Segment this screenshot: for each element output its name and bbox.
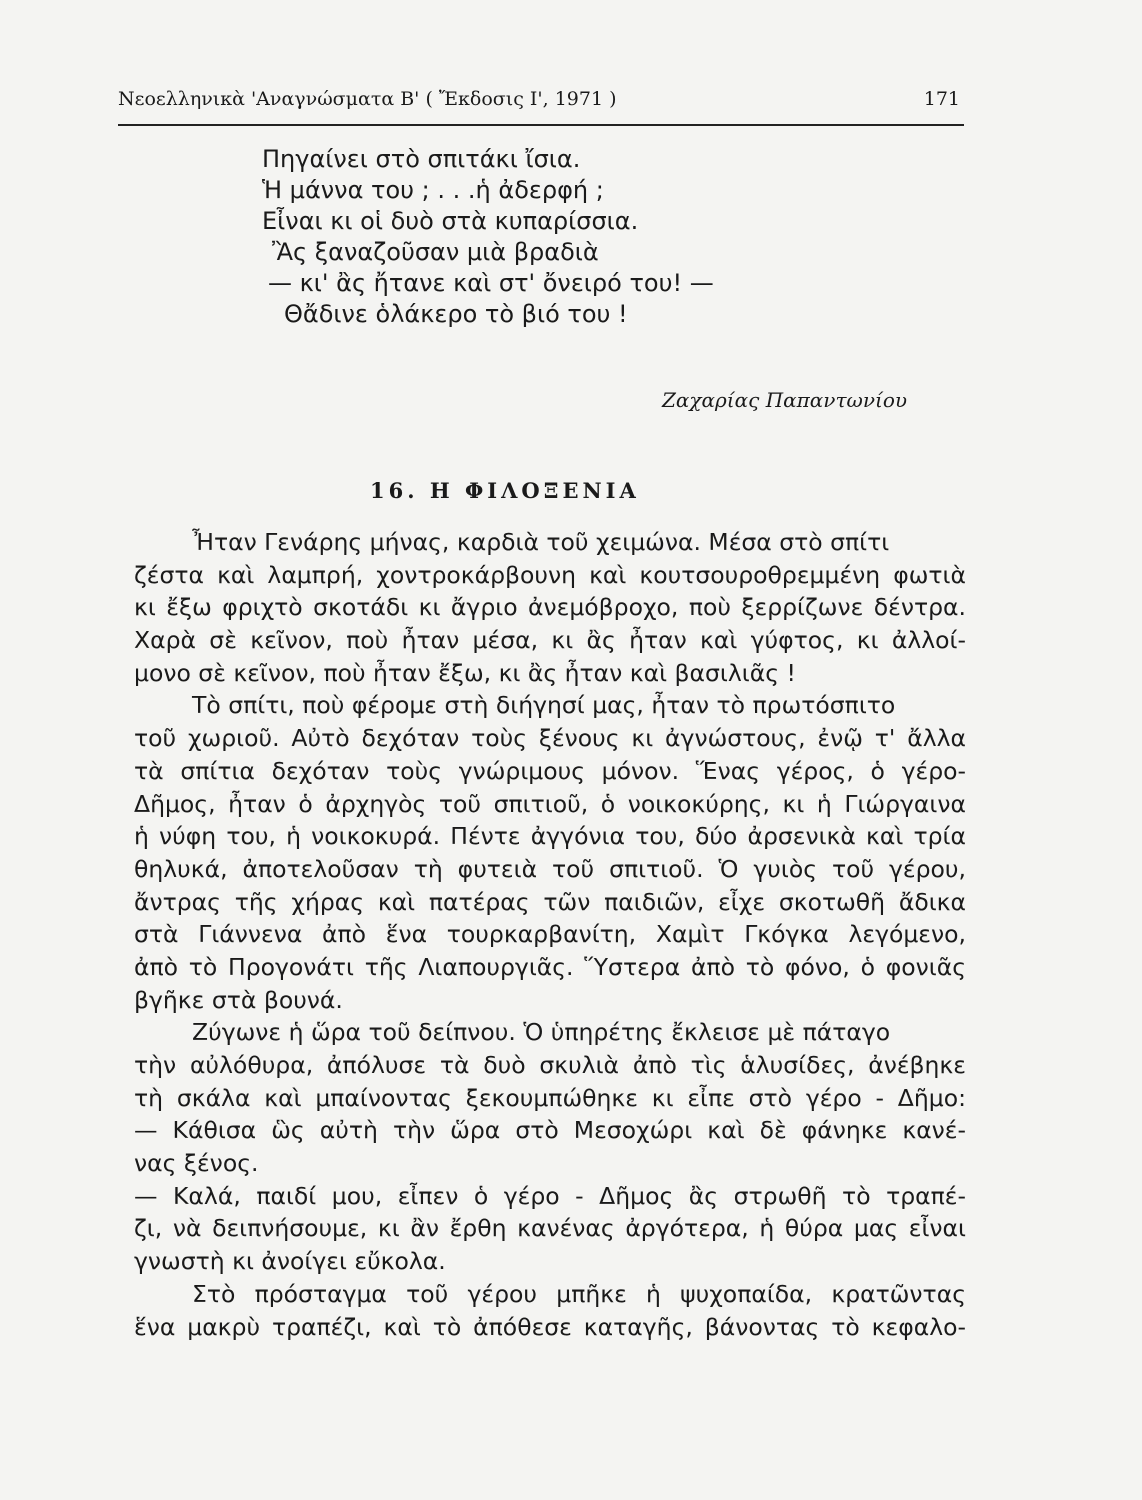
prose-line: — Καλά, παιδί μου, εἶπεν ὁ γέρο - Δῆμος ἂς στρωθῆ τὸ τραπέ- <box>134 1181 966 1210</box>
section-title: 16. Η ΦΙΛΟΞΕΝΙΑ <box>370 478 640 503</box>
prose-line: ἕνα μακρὺ τραπέζι, καὶ τὸ ἀπόθεσε καταγῆς, βάνοντας τὸ κεφαλο- <box>134 1312 966 1341</box>
poem-line: — κι' ἂς ἤτανε καὶ στ' ὄνειρό του! — <box>268 269 714 297</box>
prose-line: ἡ νύφη του, ἡ νοικοκυρά. Πέντε ἀγγόνια του, δύο ἀρσενικὰ καὶ τρία <box>134 822 966 851</box>
poem <box>262 144 742 330</box>
prose-line: ζέστα καὶ λαμπρή, χοντροκάρβουνη καὶ κουτσουροθρεμμένη φωτιὰ <box>134 560 966 589</box>
prose-line: — Κάθισα ὣς αὐτὴ τὴν ὥρα στὸ Μεσοχώρι καὶ δὲ φάνηκε κανέ- <box>134 1116 966 1145</box>
prose-line: στὰ Γιάννενα ἀπὸ ἕνα τουρκαρβανίτη, Χαμὶτ Γκόγκα λεγόμενο, <box>134 920 966 949</box>
prose-line: Τὸ σπίτι, ποὺ φέρομε στὴ διήγησί μας, ἦταν τὸ πρωτόσπιτο <box>192 691 896 720</box>
prose-line: νας ξένος. <box>134 1149 259 1178</box>
prose-line: γνωστὴ κι ἀνοίγει εὔκολα. <box>134 1247 446 1276</box>
poem-line: Πηγαίνει στὸ σπιτάκι ἴσια. <box>262 145 581 173</box>
prose-line: μονο σὲ κεῖνον, ποὺ ἦταν ἔξω, κι ἂς ἦταν καὶ βασιλιᾶς ! <box>134 658 796 687</box>
poem-author: Ζαχαρίας Παπαντωνίου <box>662 388 908 412</box>
prose-line: τὴν αὐλόθυρα, ἀπόλυσε τὰ δυὸ σκυλιὰ ἀπὸ τὶς ἁλυσίδες, ἀνέβηκε <box>134 1051 966 1079</box>
header-rule <box>118 124 964 126</box>
prose-line: ἄντρας τῆς χήρας καὶ πατέρας τῶν παιδιῶν, εἶχε σκοτωθῆ ἄδικα <box>134 887 966 916</box>
prose-line: Δῆμος, ἦταν ὁ ἀρχηγὸς τοῦ σπιτιοῦ, ὁ νοικοκύρης, κι ἡ Γιώργαινα <box>134 789 966 818</box>
prose-line: ἀπὸ τὸ Προγονάτι τῆς Λιαπουργιᾶς. Ὕστερα ἀπὸ τὸ φόνο, ὁ φονιᾶς <box>134 952 966 981</box>
prose-line: θηλυκά, ἀποτελοῦσαν τὴ φυτειὰ τοῦ σπιτιοῦ. Ὁ γυιὸς τοῦ γέρου, <box>134 854 966 883</box>
running-title: Νεοελληνικὰ 'Αναγνώσματα Β' ( Ἔκδοσις Ι', 1971 ) <box>118 88 617 110</box>
prose-line: ζι, νὰ δειπνήσουμε, κι ἂν ἔρθη κανένας ἀργότερα, ἡ θύρα μας εἶναι <box>134 1214 966 1243</box>
prose-line: τοῦ χωριοῦ. Αὐτὸ δεχόταν τοὺς ξένους κι ἀγνώστους, ἐνῷ τ' ἄλλα <box>134 724 966 753</box>
page-number: 171 <box>923 88 960 110</box>
poem-line: Ἂς ξαναζοῦσαν μιὰ βραδιὰ <box>272 238 599 266</box>
prose-line: τὴ σκάλα καὶ μπαίνοντας ξεκουμπώθηκε κι εἶπε στὸ γέρο - Δῆμο: <box>134 1083 966 1112</box>
prose-line: βγῆκε στὰ βουνά. <box>134 985 343 1014</box>
prose-body <box>134 526 966 1343</box>
prose-line: τὰ σπίτια δεχόταν τοὺς γνώριμους μόνον. Ἕνας γέρος, ὁ γέρο- <box>134 756 966 785</box>
prose-line: Ἦταν Γενάρης μήνας, καρδιὰ τοῦ χειμώνα. Μέσα στὸ σπίτι <box>192 528 890 556</box>
prose-line: Ζύγωνε ἡ ὥρα τοῦ δείπνου. Ὁ ὑπηρέτης ἔκλεισε μὲ πάταγο <box>192 1018 891 1047</box>
prose-line: κι ἔξω φριχτὸ σκοτάδι κι ἄγριο ἀνεμόβροχο, ποὺ ξερρίζωνε δέντρα. <box>134 593 966 622</box>
poem-line: Εἶναι κι οἱ δυὸ στὰ κυπαρίσσια. <box>262 207 639 235</box>
prose-line: Χαρὰ σὲ κεῖνον, ποὺ ἦταν μέσα, κι ἂς ἦταν καὶ γύφτος, κι ἀλλοί- <box>134 626 966 655</box>
poem-line: Ἡ μάννα του ; . . .ἡ ἀδερφή ; <box>262 176 604 204</box>
running-header <box>118 88 964 118</box>
poem-line: Θἄδινε ὁλάκερο τὸ βιό του ! <box>284 300 628 328</box>
prose-line: Στὸ πρόσταγμα τοῦ γέρου μπῆκε ἡ ψυχοπαίδα, κρατῶντας <box>192 1279 966 1308</box>
